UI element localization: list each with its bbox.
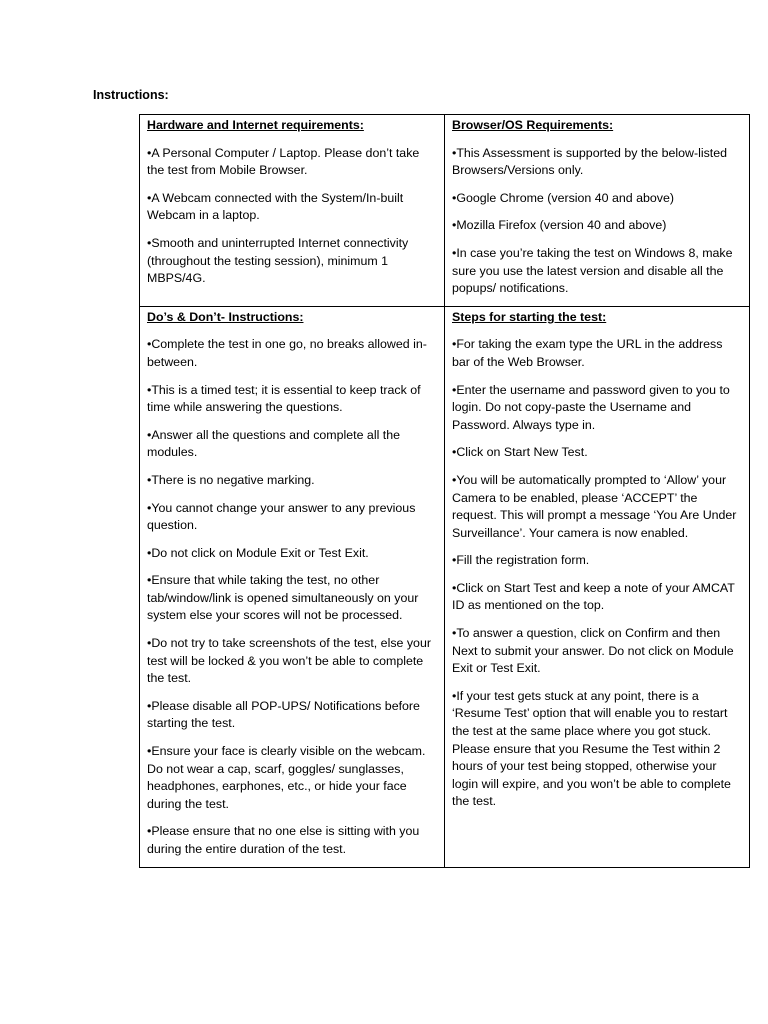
list-item: •Please disable all POP-UPS/ Notifications before starting the test. <box>147 698 420 731</box>
list-item: •Do not click on Module Exit or Test Exit. <box>147 545 369 560</box>
list-item: •Answer all the questions and complete all the modules. <box>147 427 400 460</box>
table-row <box>140 306 750 867</box>
list-item: •In case you’re taking the test on Windows 8, make sure you use the latest version and disable all the popups/ notifications. <box>452 245 733 296</box>
list-item: •You will be automatically prompted to ‘Allow’ your Camera to be enabled, please ‘ACCEPT’ the request. This will prompt a message ‘You Are Under Surveillance’. Your camera is now enabled. <box>452 472 737 540</box>
starting-steps-cell <box>445 306 750 867</box>
list-item: •There is no negative marking. <box>147 472 315 487</box>
browser-requirements-cell <box>445 115 750 307</box>
list-item: •Fill the registration form. <box>452 553 590 568</box>
list-item: •Do not try to take screenshots of the test, else your test will be locked & you won’t be able to complete the test. <box>147 636 431 686</box>
list-item: •Complete the test in one go, no breaks allowed in-between. <box>147 337 427 369</box>
table-row <box>140 115 750 307</box>
list-item: •Ensure your face is clearly visible on the webcam. Do not wear a cap, scarf, goggles/ sunglasses, headphones, earphones, etc., or hide your face during the test. <box>147 744 426 811</box>
browser-requirements-list <box>452 145 743 298</box>
list-item: •A Webcam connected with the System/In-built Webcam in a laptop. <box>147 190 404 223</box>
hardware-requirements-heading: Hardware and Internet requirements: <box>147 118 364 132</box>
list-item: •You cannot change your answer to any previous question. <box>147 500 416 533</box>
list-item: •Ensure that while taking the test, no other tab/window/link is opened simultaneously on your system else your scores will not be processed. <box>147 573 419 623</box>
hardware-requirements-cell <box>140 115 445 307</box>
list-item: •A Personal Computer / Laptop. Please don’t take the test from Mobile Browser. <box>147 145 420 178</box>
dos-donts-heading: Do’s & Don’t- Instructions: <box>147 309 304 324</box>
list-item: •Google Chrome (version 40 and above) <box>452 190 674 205</box>
list-item: •This is a timed test; it is essential to keep track of time while answering the questions. <box>147 382 421 415</box>
starting-steps-heading: Steps for starting the test: <box>452 309 607 324</box>
list-item: •Enter the username and password given to you to login. Do not copy-paste the Username and Password. Always type in. <box>452 382 730 432</box>
page-title: Instructions: <box>93 88 169 102</box>
list-item: •For taking the exam type the URL in the address bar of the Web Browser. <box>452 337 723 369</box>
list-item: •Mozilla Firefox (version 40 and above) <box>452 218 667 233</box>
dos-donts-cell <box>140 306 445 867</box>
list-item: •This Assessment is supported by the below-listed Browsers/Versions only. <box>452 145 727 178</box>
list-item: •Click on Start New Test. <box>452 445 588 460</box>
starting-steps-list <box>452 336 743 811</box>
list-item: •Click on Start Test and keep a note of your AMCAT ID as mentioned on the top. <box>452 580 735 613</box>
instructions-table <box>139 114 750 868</box>
list-item: •Smooth and uninterrupted Internet connectivity (throughout the testing session), minimum 1 MBPS/4G. <box>147 235 409 286</box>
list-item: •To answer a question, click on Confirm and then Next to submit your answer. Do not click on Module Exit or Test Exit. <box>452 626 734 676</box>
list-item: •If your test gets stuck at any point, there is a ‘Resume Test’ option that will enable you to restart the test at the same place where you got stuck. Please ensure that you Resume the Test within 2 hours of your test being stopped, otherwise your login will expire, and you won’t be able to complete the test. <box>452 688 731 809</box>
list-item: •Please ensure that no one else is sitting with you during the entire duration of the test. <box>147 824 420 856</box>
browser-requirements-heading: Browser/OS Requirements: <box>452 118 614 132</box>
dos-donts-list <box>147 336 438 858</box>
hardware-requirements-list <box>147 145 438 288</box>
